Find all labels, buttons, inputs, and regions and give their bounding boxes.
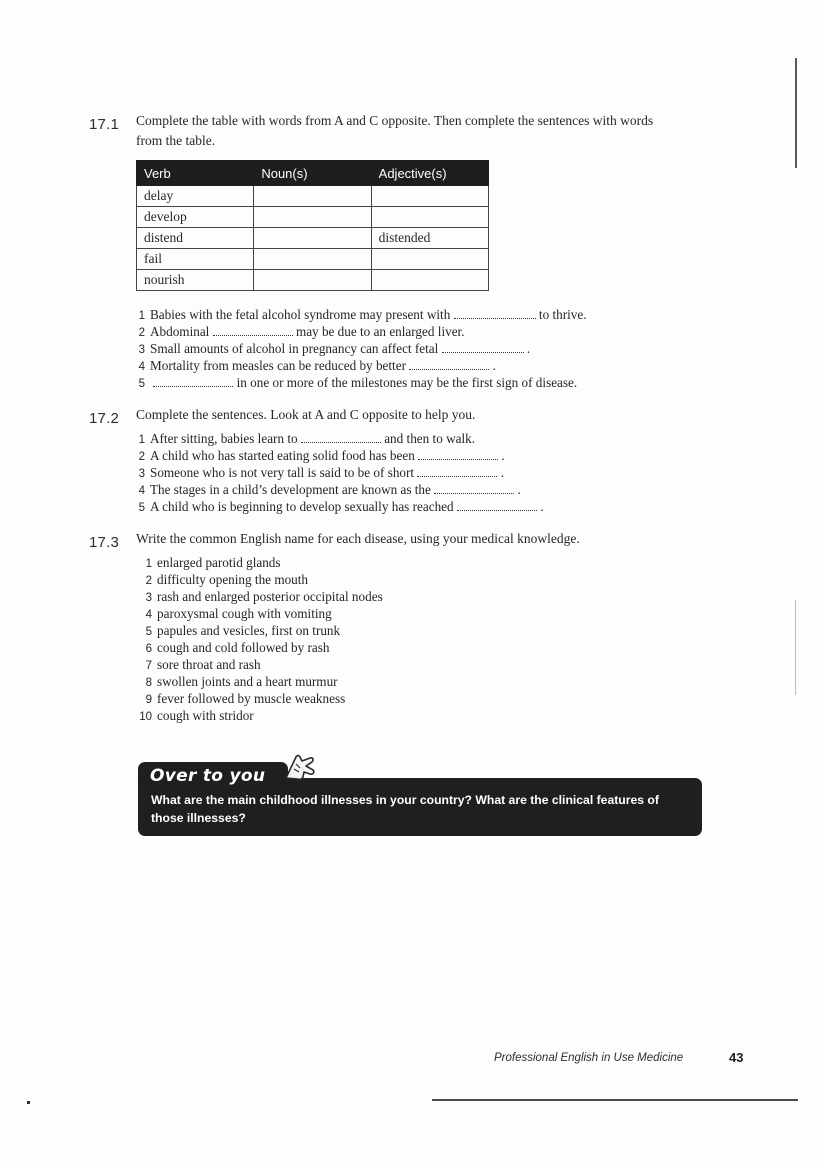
list-item bbox=[136, 323, 587, 340]
table-cell: nourish bbox=[137, 270, 254, 291]
list-item bbox=[136, 673, 383, 690]
exercise-number: 17.2 bbox=[89, 410, 119, 427]
page-number: 43 bbox=[729, 1050, 744, 1065]
item-number: 2 bbox=[138, 451, 145, 463]
list-item bbox=[136, 622, 383, 639]
item-number: 6 bbox=[145, 643, 152, 655]
list-item bbox=[136, 464, 544, 481]
table-row bbox=[137, 207, 489, 228]
sentence-text: . bbox=[501, 448, 505, 463]
list-item bbox=[136, 447, 544, 464]
answer-blank[interactable] bbox=[457, 499, 537, 511]
footer-rule bbox=[432, 1099, 798, 1101]
sentence-list bbox=[136, 306, 587, 391]
scan-edge-line bbox=[795, 600, 796, 695]
list-item bbox=[136, 571, 383, 588]
sentence-text: may be due to an enlarged liver. bbox=[295, 324, 465, 339]
table-cell: distend bbox=[137, 228, 254, 249]
table-row bbox=[137, 249, 489, 270]
list-item bbox=[136, 481, 544, 498]
item-number: 4 bbox=[138, 361, 145, 373]
column-header: Verb bbox=[137, 161, 254, 186]
item-number: 3 bbox=[138, 468, 145, 480]
list-item bbox=[136, 639, 383, 656]
answer-blank[interactable] bbox=[409, 358, 489, 370]
sentence-text: . bbox=[500, 465, 504, 480]
sentence-text: Small amounts of alcohol in pregnancy can affect fetal bbox=[150, 341, 439, 356]
item-number: 1 bbox=[145, 558, 152, 570]
item-number: 3 bbox=[138, 344, 145, 356]
sentence-text: The stages in a child’s development are known as the bbox=[150, 482, 431, 497]
sentence-text: and then to walk. bbox=[384, 431, 476, 446]
item-number: 10 bbox=[139, 711, 152, 723]
sentence-text: Abdominal bbox=[150, 324, 210, 339]
word-family-table bbox=[136, 160, 489, 291]
scan-edge-line bbox=[795, 58, 797, 168]
table-row bbox=[137, 228, 489, 249]
over-to-you-text: What are the main childhood illnesses in your country? What are the clinical features of those illnesses? bbox=[151, 793, 659, 825]
item-text: rash and enlarged posterior occipital nodes bbox=[157, 589, 383, 604]
item-number: 7 bbox=[145, 660, 152, 672]
sentence-text: . bbox=[540, 499, 544, 514]
sentence-list bbox=[136, 430, 544, 515]
table-cell: fail bbox=[137, 249, 254, 270]
table-cell[interactable] bbox=[254, 270, 371, 291]
sentence-text: in one or more of the milestones may be the first sign of disease. bbox=[236, 375, 578, 390]
table-cell[interactable] bbox=[371, 270, 488, 291]
item-number: 1 bbox=[138, 434, 145, 446]
answer-blank[interactable] bbox=[434, 482, 514, 494]
sentence-text: Mortality from measles can be reduced by better bbox=[150, 358, 406, 373]
item-text: sore throat and rash bbox=[157, 657, 261, 672]
table-cell[interactable] bbox=[371, 207, 488, 228]
item-number: 4 bbox=[138, 485, 145, 497]
scan-speck bbox=[27, 1101, 30, 1104]
table-cell[interactable] bbox=[371, 249, 488, 270]
list-item bbox=[136, 588, 383, 605]
answer-blank[interactable] bbox=[213, 324, 293, 336]
column-header: Noun(s) bbox=[254, 161, 371, 186]
sentence-text: . bbox=[492, 358, 496, 373]
list-item bbox=[136, 340, 587, 357]
answer-blank[interactable] bbox=[442, 341, 524, 353]
item-number: 1 bbox=[138, 310, 145, 322]
table-cell[interactable] bbox=[254, 249, 371, 270]
item-text: papules and vesicles, first on trunk bbox=[157, 623, 341, 638]
list-item bbox=[136, 498, 544, 515]
list-item bbox=[136, 374, 587, 391]
list-item bbox=[136, 656, 383, 673]
sentence-text: . bbox=[517, 482, 521, 497]
answer-blank[interactable] bbox=[301, 431, 381, 443]
exercise-instruction: Write the common English name for each disease, using your medical knowledge. bbox=[136, 531, 580, 546]
table-cell: distended bbox=[371, 228, 488, 249]
table-row bbox=[137, 186, 489, 207]
table-row bbox=[137, 270, 489, 291]
sentence-text: Babies with the fetal alcohol syndrome may present with bbox=[150, 307, 451, 322]
sentence-text: . bbox=[526, 341, 531, 356]
item-text: enlarged parotid glands bbox=[157, 555, 281, 570]
list-item bbox=[136, 306, 587, 323]
exercise-instruction: Complete the sentences. Look at A and C opposite to help you. bbox=[136, 407, 476, 422]
pointing-hand-icon bbox=[280, 748, 320, 786]
exercise-instruction: Complete the table with words from A and C opposite. Then complete the sentences with words from the table. bbox=[136, 113, 654, 148]
table-cell[interactable] bbox=[254, 207, 371, 228]
answer-blank[interactable] bbox=[153, 375, 233, 387]
table-cell: delay bbox=[137, 186, 254, 207]
list-item bbox=[136, 357, 587, 374]
item-text: cough with stridor bbox=[157, 708, 254, 723]
item-number: 8 bbox=[145, 677, 152, 689]
item-number: 5 bbox=[138, 378, 145, 390]
exercise-number: 17.1 bbox=[89, 116, 119, 133]
list-item bbox=[136, 690, 383, 707]
item-text: paroxysmal cough with vomiting bbox=[157, 606, 332, 621]
item-text: swollen joints and a heart murmur bbox=[157, 674, 338, 689]
list-item bbox=[136, 707, 383, 724]
list-item bbox=[136, 605, 383, 622]
item-text: difficulty opening the mouth bbox=[157, 572, 309, 587]
item-number: 9 bbox=[145, 694, 152, 706]
list-item bbox=[136, 430, 544, 447]
column-header: Adjective(s) bbox=[371, 161, 488, 186]
answer-blank[interactable] bbox=[454, 307, 536, 319]
item-text: fever followed by muscle weakness bbox=[157, 691, 346, 706]
answer-blank[interactable] bbox=[417, 465, 497, 477]
table-cell[interactable] bbox=[254, 228, 371, 249]
sentence-text: A child who has started eating solid food has been bbox=[150, 448, 415, 463]
book-title: Professional English in Use Medicine bbox=[494, 1052, 684, 1064]
item-text: cough and cold followed by rash bbox=[157, 640, 330, 655]
table-cell[interactable] bbox=[371, 186, 488, 207]
sentence-text: After sitting, babies learn to bbox=[150, 431, 298, 446]
sentence-text: to thrive. bbox=[538, 307, 587, 322]
table-header-row bbox=[137, 161, 489, 186]
disease-list bbox=[136, 554, 383, 724]
item-number: 5 bbox=[138, 502, 145, 514]
item-number: 2 bbox=[145, 575, 152, 587]
item-number: 5 bbox=[145, 626, 152, 638]
item-number: 3 bbox=[145, 592, 152, 604]
exercise-number: 17.3 bbox=[89, 534, 119, 551]
over-to-you-title: Over to you bbox=[150, 766, 266, 786]
table-cell[interactable] bbox=[254, 186, 371, 207]
answer-blank[interactable] bbox=[418, 448, 498, 460]
list-item bbox=[136, 554, 383, 571]
sentence-text: A child who is beginning to develop sexually has reached bbox=[150, 499, 454, 514]
table-cell: develop bbox=[137, 207, 254, 228]
sentence-text: Someone who is not very tall is said to be of short bbox=[150, 465, 415, 480]
item-number: 2 bbox=[138, 327, 145, 339]
item-number: 4 bbox=[145, 609, 152, 621]
